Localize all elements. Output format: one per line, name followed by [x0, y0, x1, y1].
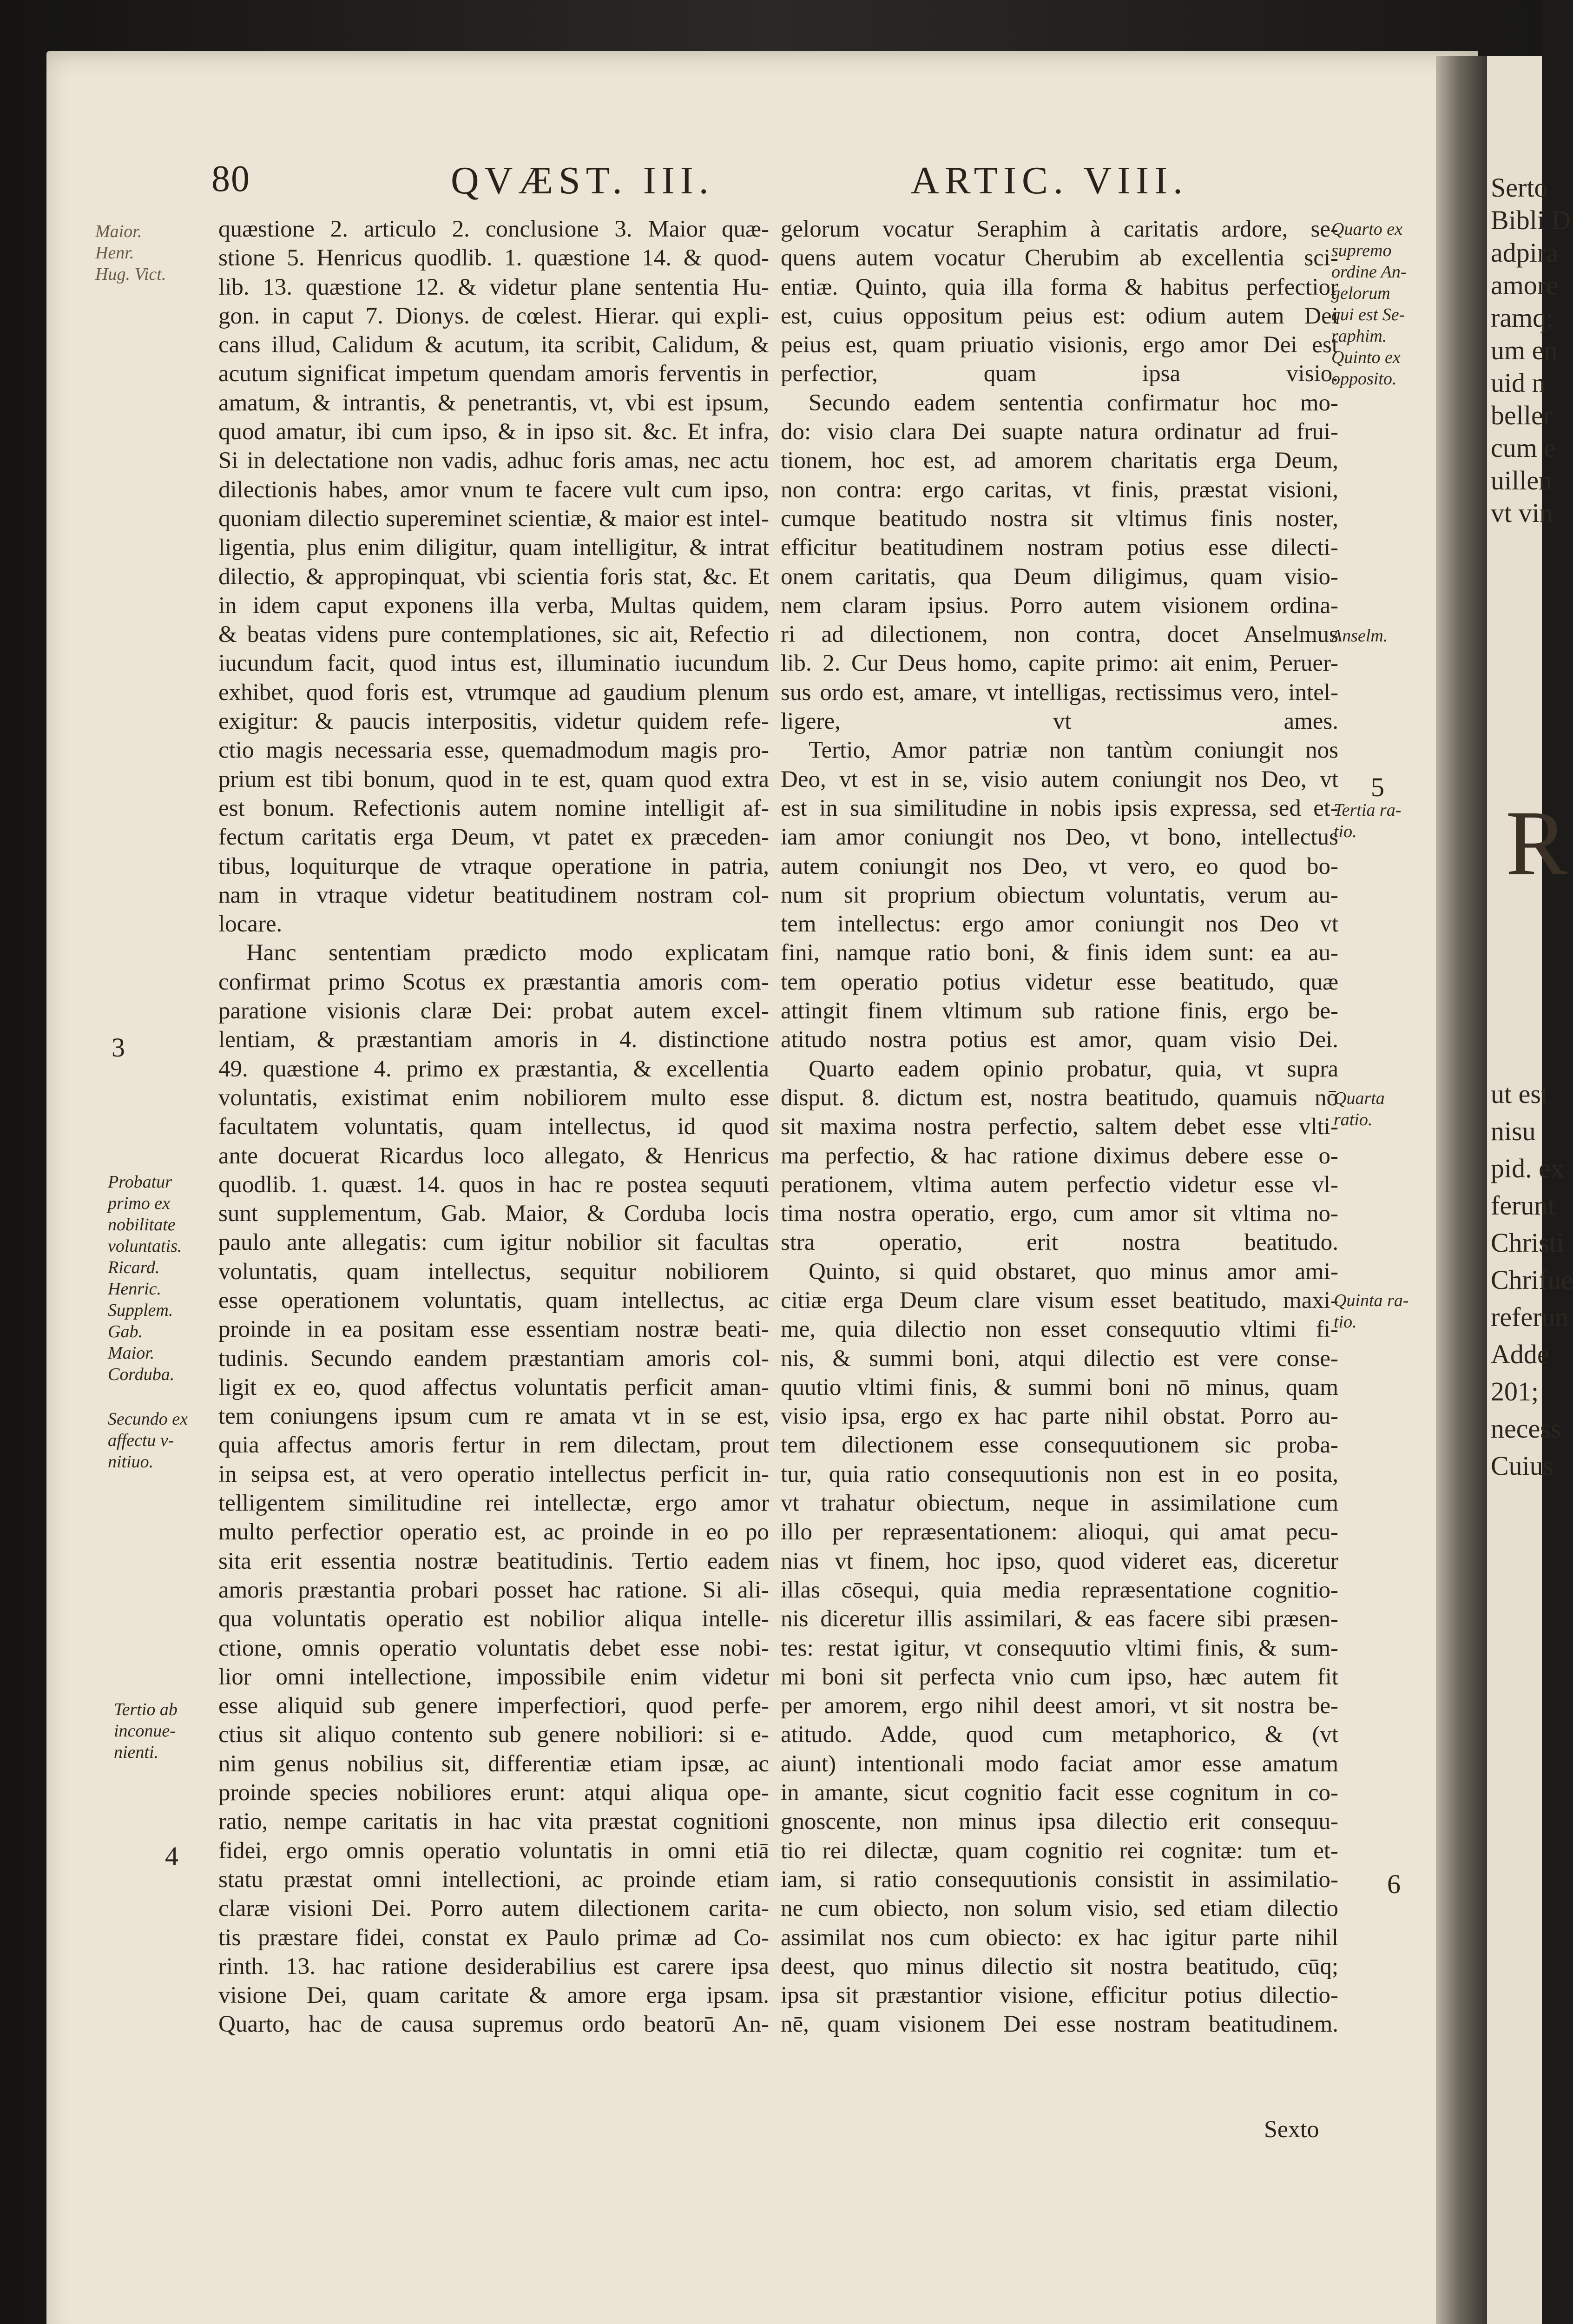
text-line: tis præstare fidei, constat ex Paulo primæ ad Co- — [218, 1924, 769, 1951]
margin-line: Henric. — [108, 1279, 162, 1299]
right-text-column — [781, 215, 1338, 2039]
text-line: assimilat nos cum obiecto: ex hac igitur parte nihil — [781, 1924, 1338, 1951]
text-line: tionem, hoc est, ad amorem charitatis erga Deum, — [781, 448, 1338, 474]
margin-line: raphim. — [1331, 326, 1387, 346]
text-line: iucundum facit, quod intus est, illuminatio iucundum — [218, 650, 769, 677]
margin-line: Quinto ex — [1331, 348, 1401, 367]
text-line: non contra: ergo caritas, vt finis, præstat visioni, — [781, 476, 1338, 503]
text-line: confirmat primo Scotus ex præstantia amoris com- — [218, 969, 769, 995]
text-line: quoniam dilectio supereminet scientiæ, & maior est intel- — [218, 505, 769, 532]
text-line: atitudo. Adde, quod cum metaphorico, & (vt — [781, 1722, 1338, 1748]
text-line: tem intellectus: ergo amor coniungit nos Deo vt — [781, 911, 1338, 938]
text-line: visio ipsa, ergo ex hac parte nihil obstat. Porro au- — [781, 1403, 1338, 1430]
text-line: atitudo nostra potius est amor, quam visio Dei. — [781, 1027, 1338, 1053]
adjacent-fragment: ut est — [1491, 1079, 1549, 1109]
adjacent-page-edge — [1487, 56, 1573, 2324]
text-line: ipsa sit præstantior visione, efficitur potius dilectio- — [781, 1982, 1338, 2009]
text-line: prium est tibi bonum, quod in te est, quam quod extra — [218, 766, 769, 792]
adjacent-fragment: beller — [1491, 400, 1553, 430]
adjacent-fragment: ramq; — [1491, 303, 1554, 333]
margin-note-quinta — [1334, 1290, 1409, 1333]
text-line: lentiam, & præstantiam amoris in 4. distinctione — [218, 1027, 769, 1053]
margin-line: Tertio ab — [114, 1700, 178, 1719]
margin-line: Probatur — [108, 1172, 172, 1192]
text-line: acutum significat impetum quendam amoris ferventis in — [218, 361, 769, 387]
margin-line: tio. — [1334, 1312, 1357, 1332]
text-line: multo perfectior operatio est, ac proinde in eo po — [218, 1519, 769, 1545]
text-line: rinth. 13. hac ratione desiderabilius est carere ipsa — [218, 1953, 769, 1980]
text-line: Si in delectatione non vadis, adhuc foris amas, nec actu — [218, 448, 769, 474]
margin-line: nobilitate — [108, 1215, 176, 1235]
text-line: Quinto, si quid obstaret, quo minus amor ami- — [809, 1258, 1338, 1285]
text-line: deest, quo minus dilectio sit nostra beatitudo, cūq; — [781, 1953, 1338, 1980]
margin-line: Tertia ra- — [1334, 800, 1402, 820]
margin-line: ordine An- — [1331, 262, 1407, 282]
text-line: stra operatio, erit nostra beatitudo. — [781, 1229, 1338, 1256]
text-line: in seipsa est, at vero operatio intellectus perficit in- — [218, 1461, 769, 1487]
text-line: & beatas videns pure contemplationes, sic ait, Refectio — [218, 621, 769, 648]
book-gutter — [1436, 56, 1487, 2324]
text-line: exhibet, quod foris est, vtrumque ad gaudium plenum — [218, 679, 769, 706]
text-line: ligit ex eo, quod affectus voluntatis perficit aman- — [218, 1374, 769, 1400]
text-line: Quarto eadem opinio probatur, quia, vt supra — [809, 1056, 1338, 1082]
text-line: peius est, quam priuatio visionis, ergo amor Dei est — [781, 332, 1338, 358]
margin-note-tertia — [1334, 799, 1401, 842]
text-line: efficitur beatitudinem nostram potius esse dilecti- — [781, 535, 1338, 561]
text-line: ctione, omnis operatio voluntatis debet esse nobi- — [218, 1635, 769, 1661]
running-title-right: ARTIC. VIII. — [911, 159, 1189, 202]
text-line: tem dilectionem esse consequutionem sic proba- — [781, 1432, 1338, 1459]
text-line: Hanc sententiam prædicto modo explicatam — [246, 940, 769, 966]
text-line: aiunt) intentionali modo faciat amor esse amatum — [781, 1750, 1338, 1777]
margin-note-quarto-ex — [1331, 218, 1406, 390]
text-line: sunt supplementum, Gab. Maior, & Corduba locis — [218, 1201, 769, 1227]
text-line: proinde in ea positam esse essentiam nostræ beati- — [218, 1316, 769, 1343]
text-line: citiæ erga Deum clare visum esset beatitudo, maxi- — [781, 1287, 1338, 1314]
margin-number-6: 6 — [1387, 1869, 1401, 1899]
margin-line: Gab. — [108, 1322, 143, 1341]
text-line: telligentem similitudine rei intellectæ, ergo amor — [218, 1490, 769, 1517]
text-line: nis diceretur illis assimilari, & eas facere sibi præsen- — [781, 1606, 1338, 1632]
adjacent-fragment: Christi — [1491, 1228, 1564, 1258]
text-line: statu præstat omni intellectioni, ac proinde etiam — [218, 1866, 769, 1893]
adjacent-fragment: adpira — [1491, 238, 1558, 268]
text-line: sita erit essentia nostræ beatitudinis. Tertio eadem — [218, 1548, 769, 1574]
text-line: illas cōsequi, quia media repræsentatione cognitio- — [781, 1577, 1338, 1603]
text-line: perfectior, quam ipsa visio. — [781, 361, 1338, 387]
adjacent-fragment: um en — [1491, 335, 1558, 365]
left-text-column — [218, 215, 769, 2039]
text-line: me, quia dilectio non esset consequutio vltimi fi- — [781, 1316, 1338, 1343]
text-line: do: visio clara Dei suapte natura ordinatur ad frui- — [781, 419, 1338, 445]
text-line: nias vt finem, hoc ipso, quod videret eas, diceretur — [781, 1548, 1338, 1574]
adjacent-fragment: Cuius — [1491, 1451, 1554, 1481]
adjacent-drop-cap: R — [1506, 792, 1568, 895]
text-line: ligentia, plus enim diligitur, quam intelligitur, & intrat — [218, 535, 769, 561]
text-line: voluntatis, existimat enim nobiliorem multo esse — [218, 1084, 769, 1111]
running-title-left: QVÆST. III. — [451, 159, 714, 202]
text-line: ri ad dilectionem, non contra, docet Anselmus — [781, 621, 1338, 648]
text-line: cumque beatitudo nostra sit vltimus finis noster, — [781, 505, 1338, 532]
text-line: quens autem vocatur Cherubim ab excellentia sci- — [781, 245, 1338, 271]
text-line: paratione visionis claræ Dei: probat autem excel- — [218, 998, 769, 1024]
text-line: Deo, vt est in se, visio autem coniungit nos Deo, vt — [781, 766, 1338, 792]
text-line: sus ordo est, amare, vt intelligas, rectissimus vero, intel- — [781, 679, 1338, 706]
text-line: lib. 13. quæstione 12. & videtur plane sententia Hu- — [218, 274, 769, 300]
text-line: amoris præstantia probari posset hac ratione. Si ali- — [218, 1577, 769, 1603]
text-line: ante docuerat Ricardus loco allegato, & Henricus — [218, 1142, 769, 1169]
text-line: quæstione 2. articulo 2. conclusione 3. Maior quæ- — [218, 216, 769, 242]
margin-line: Secundo ex — [108, 1409, 188, 1429]
text-line: fini, namque ratio boni, & finis idem sunt: ea au- — [781, 940, 1338, 966]
adjacent-fragment: 201; — [1491, 1376, 1539, 1406]
text-line: gelorum vocatur Seraphim à caritatis ardore, se- — [781, 216, 1338, 242]
text-line: entiæ. Quinto, quia illa forma & habitus perfectior — [781, 274, 1338, 300]
text-line: exigitur: & paucis interpositis, videtur quidem refe- — [218, 708, 769, 735]
margin-note-quarta — [1334, 1088, 1385, 1130]
text-line: ma perfectio, & hac ratione diximus debere esse o- — [781, 1142, 1338, 1169]
text-line: iam amor coniungit nos Deo, vt bono, intellectus — [781, 824, 1338, 851]
text-line: paulo ante allegatis: cum igitur nobilior sit facultas — [218, 1229, 769, 1256]
margin-line: Hug. Vict. — [95, 264, 166, 284]
margin-note-maior — [95, 221, 166, 285]
margin-line: Corduba. — [108, 1365, 175, 1384]
margin-note-probatur — [108, 1171, 182, 1385]
text-line: gnoscente, non minus ipsa dilectio erit consequu- — [781, 1809, 1338, 1835]
text-line: voluntatis, quam intellectus, sequitur nobiliorem — [218, 1258, 769, 1285]
text-line: illo per repræsentationem: alioqui, qui amat pecu- — [781, 1519, 1338, 1545]
text-line: ratio, nempe caritatis in hac vita præstat cognitioni — [218, 1809, 769, 1835]
text-line: visione Dei, quam caritate & amore erga ipsam. — [218, 1982, 769, 2009]
text-line: per amorem, ergo nihil deest amori, vt sit nostra be- — [781, 1693, 1338, 1719]
text-line: onem caritatis, qua Deum diligimus, quam visio- — [781, 563, 1338, 590]
text-line: tibus, loquiturque de vtraque operatione in patria, — [218, 853, 769, 879]
adjacent-fragment: nisu — [1491, 1116, 1536, 1146]
text-line: dilectionis habes, amor vnum te facere vult cum ipso, — [218, 476, 769, 503]
text-line: tes: restat igitur, vt consequutio vltimi finis, & sum- — [781, 1635, 1338, 1661]
text-line: Quarto, hac de causa supremus ordo beatorū An- — [218, 2011, 769, 2038]
margin-line: nitiuo. — [108, 1452, 154, 1472]
adjacent-fragment: uid n — [1491, 368, 1546, 398]
text-line: sit maxima nostra perfectio, saltem debet esse vlti- — [781, 1114, 1338, 1140]
text-line: proinde species nobiliores erunt: atqui aliqua ope- — [218, 1780, 769, 1806]
margin-line: Supplem. — [108, 1301, 173, 1320]
adjacent-fragment: referun — [1491, 1302, 1569, 1332]
margin-note-anselm — [1331, 625, 1388, 647]
text-line: quodlib. 1. quæst. 14. quos in hac re postea sequuti — [218, 1171, 769, 1198]
text-line: ctio magis necessaria esse, quemadmodum magis pro- — [218, 737, 769, 764]
adjacent-fragment: Serto — [1491, 172, 1548, 203]
margin-line: opposito. — [1331, 369, 1397, 389]
adjacent-fragment: necess — [1491, 1413, 1561, 1444]
text-line: Tertio, Amor patriæ non tantùm coniungit nos — [809, 737, 1338, 764]
margin-line: qui est Se- — [1331, 305, 1405, 324]
margin-line: Maior. — [108, 1343, 155, 1363]
margin-line: Quarto ex — [1331, 219, 1403, 239]
margin-line: inconue- — [114, 1721, 176, 1741]
text-line: facultatem voluntatis, quam intellectus, id quod — [218, 1114, 769, 1140]
text-line: claræ visioni Dei. Porro autem dilectionem carita- — [218, 1895, 769, 1922]
adjacent-fragment: cum e — [1491, 433, 1556, 463]
adjacent-fragment: Bibli D — [1491, 205, 1571, 235]
text-line: ne cum obiecto, non solum visio, sed etiam dilectio — [781, 1895, 1338, 1922]
text-line: quia affectus amoris fertur in rem dilectam, prout — [218, 1432, 769, 1459]
text-line: cans illud, Calidum & acutum, ita scribit, Calidum, & — [218, 332, 769, 358]
text-line: lior omni intellectione, impossibile enim videtur — [218, 1664, 769, 1690]
margin-line: primo ex — [108, 1194, 171, 1213]
text-line: gon. in caput 7. Dionys. de cœlest. Hierar. qui expli- — [218, 303, 769, 329]
text-line: mi boni sit perfecta vnio cum ipso, hæc autem fit — [781, 1664, 1338, 1690]
text-line: autem coniungit nos Deo, vt vero, eo quod bo- — [781, 853, 1338, 879]
text-line: nē, quam visionem Dei esse nostram beatitudinem. — [781, 2011, 1338, 2038]
adjacent-fragment: Adde — [1491, 1339, 1549, 1369]
catchword: Sexto — [1264, 2116, 1319, 2143]
text-line: amatum, & intrantis, & penetrantis, vt, vbi est ipsum, — [218, 390, 769, 416]
page-number: 80 — [211, 158, 250, 199]
text-line: locare. — [218, 911, 283, 938]
margin-line: voluntatis. — [108, 1236, 182, 1256]
adjacent-fragment: pid. ex — [1491, 1153, 1564, 1183]
text-line: Secundo eadem sententia confirmatur hoc mo- — [809, 390, 1338, 416]
margin-number-3: 3 — [112, 1032, 125, 1063]
text-line: nim genus nobilius sit, differentiæ etiam ipsæ, ac — [218, 1750, 769, 1777]
adjacent-fragment: uillen — [1491, 465, 1553, 495]
text-line: num sit proprium obiectum voluntatis, verum au- — [781, 882, 1338, 908]
text-line: ligere, vt ames. — [781, 708, 1338, 735]
text-line: in amante, sicut cognitio facit esse cognitum in co- — [781, 1780, 1338, 1806]
adjacent-fragment: ferunt — [1491, 1190, 1555, 1221]
margin-line: Henr. — [95, 243, 134, 263]
margin-line: Quarta — [1334, 1089, 1385, 1108]
margin-line: affectu v- — [108, 1431, 174, 1450]
text-line: in idem caput exponens illa verba, Multas quidem, — [218, 592, 769, 619]
margin-note-secundo — [108, 1408, 188, 1472]
text-line: quutio vltimi finis, & summi boni nō minus, quam — [781, 1374, 1338, 1400]
margin-line: Ricard. — [108, 1258, 160, 1277]
margin-line: Quinta ra- — [1334, 1291, 1409, 1310]
text-line: ctius sit aliquo contento sub genere nobiliori: si e- — [218, 1722, 769, 1748]
text-line: qua voluntatis operatio est nobilior aliqua intelle- — [218, 1606, 769, 1632]
margin-line: tio. — [1334, 822, 1357, 841]
text-line: tur, quia ratio consequutionis non est in eo posita, — [781, 1461, 1338, 1487]
margin-number-5: 5 — [1371, 772, 1384, 802]
margin-line: nienti. — [114, 1743, 159, 1762]
text-line: fidei, ergo omnis operatio voluntatis in omni etiā — [218, 1837, 769, 1864]
text-line: est bonum. Refectionis autem nomine intelligit af- — [218, 795, 769, 821]
margin-line: supremo — [1331, 241, 1392, 260]
margin-line: Anselm. — [1331, 626, 1388, 646]
text-line: tima nostra operatio, ergo, cum amor sit vltima no- — [781, 1201, 1338, 1227]
text-line: disput. 8. dictum est, nostra beatitudo, quamuis nō — [781, 1084, 1338, 1111]
text-line: nis, & summi boni, atqui dilectio est vere conse- — [781, 1345, 1338, 1372]
text-line: perationem, vltima autem perfectio videtur esse vl- — [781, 1171, 1338, 1198]
text-line: tio rei dilectæ, quam cognitio rei cognitæ: tum et- — [781, 1837, 1338, 1864]
margin-number-4: 4 — [165, 1841, 178, 1871]
text-line: vt trahatur obiectum, neque in assimilatione cum — [781, 1490, 1338, 1517]
adjacent-fragment: amore — [1491, 270, 1558, 300]
margin-line: gelorum — [1331, 284, 1390, 303]
text-line: lib. 2. Cur Deus homo, capite primo: ait enim, Peruer- — [781, 650, 1338, 677]
text-line: tem coniungens ipsum cum re amata vt in se est, — [218, 1403, 769, 1430]
text-line: fectum caritatis erga Deum, vt patet ex præceden- — [218, 824, 769, 851]
text-line: nam in vtraque videtur beatitudinem nostram col- — [218, 882, 769, 908]
adjacent-fragment: vt vin — [1491, 498, 1553, 528]
adjacent-fragment: Chrifue — [1491, 1265, 1573, 1295]
text-line: esse aliquid sub genere imperfectiori, quod perfe- — [218, 1693, 769, 1719]
margin-line: ratio. — [1334, 1110, 1373, 1129]
text-line: iam, si ratio consequutionis consistit in assimilatio- — [781, 1866, 1338, 1893]
text-line: attingit finem vltimum sub ratione finis, ergo be- — [781, 998, 1338, 1024]
text-line: tudinis. Secundo eandem præstantiam amoris col- — [218, 1345, 769, 1372]
text-line: tem operatio potius videtur esse beatitudo, quæ — [781, 969, 1338, 995]
margin-note-tertio — [114, 1699, 178, 1763]
text-line: est in sua similitudine in nobis ipsis expressa, sed et- — [781, 795, 1338, 821]
text-line: 49. quæstione 4. primo ex præstantia, & excellentia — [218, 1056, 769, 1082]
text-line: quod amatur, ibi cum ipso, & in ipso sit. &c. Et infra, — [218, 419, 769, 445]
text-line: est, cuius oppositum peius est: odium autem Dei — [781, 303, 1338, 329]
margin-line: Maior. — [95, 222, 142, 241]
text-line: nem claram ipsius. Porro autem visionem ordina- — [781, 592, 1338, 619]
text-line: stione 5. Henricus quodlib. 1. quæstione 14. & quod- — [218, 245, 769, 271]
text-line: esse operationem voluntatis, quam intellectus, ac — [218, 1287, 769, 1314]
text-line: dilectio, & appropinquat, vbi scientia foris stat, &c. Et — [218, 563, 769, 590]
